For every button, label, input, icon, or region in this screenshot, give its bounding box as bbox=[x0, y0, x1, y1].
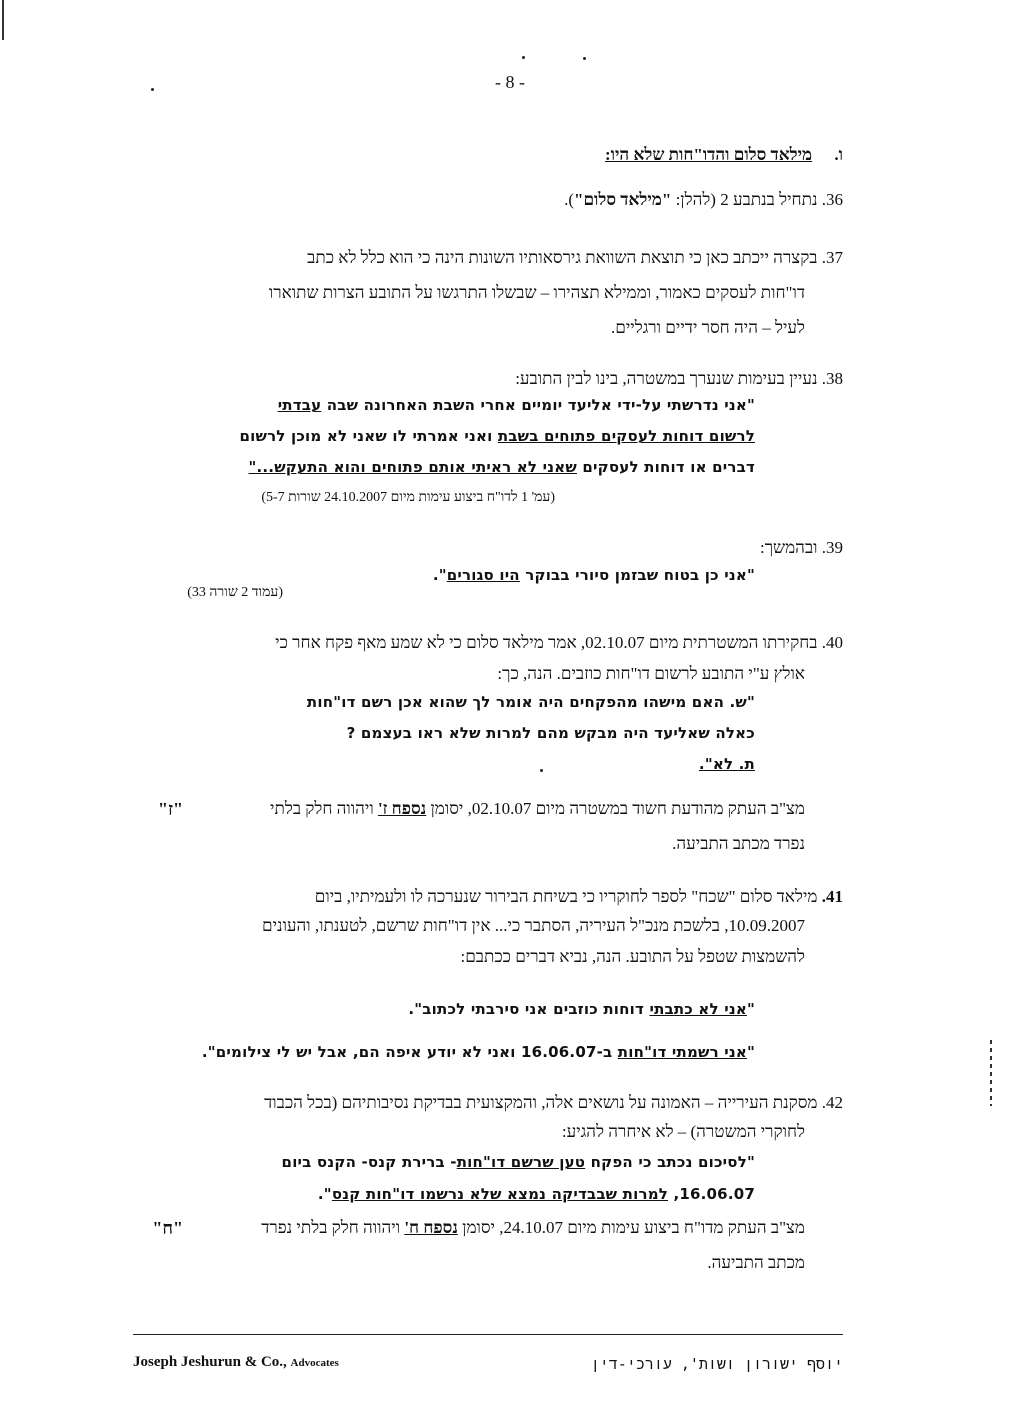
exhibit-text: מצ"ב העתק מהודעת חשוד במשטרה מיום 02.10.07, יסומן bbox=[426, 799, 805, 818]
paragraph-number: 39. bbox=[821, 538, 843, 557]
page-number: - 8 - bbox=[495, 72, 525, 92]
paragraph-37-line-2: דו"חות לעסקים כאמור, וממילא תצהירו – שבשלו התרגשו על התובע הצרות שתוארו bbox=[268, 283, 805, 302]
quote-38-line-1 bbox=[278, 396, 755, 414]
paragraph-text: בקצרה ייכתב כאן כי תוצאת השוואת גירסאותיו השונות הינה כי הוא כלל לא כתב bbox=[307, 248, 818, 267]
paragraph-number: 36. bbox=[821, 190, 843, 209]
paragraph-text: נתחיל בנתבע 2 (להלן: bbox=[671, 190, 818, 209]
paragraph-40-line-1 bbox=[275, 633, 843, 653]
quote-text: "לסיכום נכתב כי הפקח bbox=[585, 1153, 755, 1171]
exhibit-label: נספח ז' bbox=[377, 799, 427, 818]
quote-40-line-3: ת. לא". bbox=[698, 755, 755, 773]
quote-text: 16.06.07, bbox=[668, 1185, 755, 1203]
scan-speck bbox=[583, 57, 586, 60]
quote-text: דברים או דוחות לעסקים bbox=[576, 458, 755, 476]
section-title: מילאד סלום והדו"חות שלא היו: bbox=[604, 145, 813, 164]
section-heading bbox=[605, 145, 843, 165]
scan-edge-mark bbox=[2, 0, 4, 40]
footer-firm-name-hebrew: יוסף ישורון ושות', עורכי-דין bbox=[590, 1355, 843, 1373]
quote-41-line-2 bbox=[202, 1043, 755, 1061]
quote-40-line-1: "ש. האם מישהו מהפקחים היה אומר לך שהוא אכן רשם דו"חות bbox=[306, 693, 755, 711]
footer-firm-suffix: Advocates bbox=[290, 1357, 339, 1369]
quote-38-line-2 bbox=[240, 427, 756, 445]
paragraph-38-intro bbox=[515, 369, 843, 389]
paragraph-41-line-3: להשמצות שטפל על התובע. הנה, נביא דברים ככתבם: bbox=[460, 947, 805, 966]
scan-speck bbox=[151, 88, 154, 91]
quote-underlined: עבדתי bbox=[277, 396, 322, 414]
exhibit-label: נספח ח' bbox=[404, 1218, 458, 1237]
footer-firm-name-english bbox=[133, 1352, 339, 1373]
exhibit-h-line-1 bbox=[261, 1218, 805, 1238]
quote-underlined: אני לא כתבתי bbox=[649, 1000, 747, 1018]
exhibit-h-mark: "ח" bbox=[152, 1218, 183, 1238]
footer-divider bbox=[133, 1334, 843, 1335]
scan-speck bbox=[522, 56, 525, 59]
quote-text: - ברירת קנס- הקנס ביום bbox=[281, 1153, 457, 1171]
quote-39 bbox=[433, 566, 755, 584]
quote-underlined: שאני לא ראיתי אותם פתוחים והוא התעקש..." bbox=[248, 458, 577, 476]
footer-firm-name: Joseph Jeshurun & Co., bbox=[133, 1354, 287, 1370]
paragraph-37-line-3: לעיל – היה חסר ידיים ורגליים. bbox=[610, 318, 805, 337]
paragraph-text: ובהמשך: bbox=[759, 538, 818, 557]
paragraph-number: 42. bbox=[821, 1093, 843, 1112]
quote-underlined: היו סגורים bbox=[446, 566, 520, 584]
quote-text: " bbox=[746, 1000, 755, 1018]
paragraph-text: מסקנת העירייה – האמונה על נושאים אלה, והמקצועית בבדיקת נסיבותיהם (בכל הכבוד bbox=[264, 1093, 818, 1112]
paragraph-41-line-1 bbox=[315, 887, 843, 907]
quote-40-line-2: כאלה שאליעד היה מבקש מהם למרות שלא ראו בעצמם ? bbox=[346, 724, 755, 742]
paragraph-42-line-1 bbox=[264, 1093, 843, 1113]
exhibit-h-line-2: מכתב התביעה. bbox=[707, 1253, 805, 1272]
quote-underlined: אני רשמתי דו"חות bbox=[617, 1043, 747, 1061]
quote-41-line-1 bbox=[408, 1000, 755, 1018]
paragraph-number: 37. bbox=[821, 248, 843, 267]
quote-text: "אני כן בטוח שבזמן סיורי בבוקר bbox=[519, 566, 755, 584]
exhibit-z-mark: "ז" bbox=[157, 799, 183, 819]
exhibit-z-line-1 bbox=[270, 799, 805, 819]
paragraph-36 bbox=[564, 190, 843, 210]
quote-text: ". bbox=[432, 566, 447, 584]
quote-42-line-1 bbox=[282, 1153, 755, 1171]
paragraph-37-line-1 bbox=[307, 248, 843, 268]
paragraph-41-line-2: 10.09.2007, בלשכת מנכ"ל העיריה, הסתבר כי... אין דו"חות שרשם, לטענתו, והעונים bbox=[261, 916, 805, 935]
quote-text: "אני נדרשתי על-ידי אליעד יומיים אחרי השבת האחרונה שבה bbox=[321, 396, 755, 414]
paragraph-text: מילאד סלום "שכח" לספר לחוקריו כי בשיחת הבירור שנערכה לו ולעמיתיו, ביום bbox=[314, 887, 818, 906]
quote-underlined: טען שרשם דו"חות bbox=[456, 1153, 586, 1171]
quote-text: דוחות כוזבים אני סירבתי לכתוב". bbox=[408, 1000, 650, 1018]
quote-38-line-3 bbox=[248, 458, 755, 476]
defined-term: "מילאד סלום" bbox=[574, 190, 672, 209]
quote-text: " bbox=[746, 1043, 755, 1061]
paragraph-42-line-2: לחוקרי המשטרה) – לא איחרה להגיע: bbox=[561, 1122, 805, 1141]
section-letter: ו. bbox=[834, 145, 843, 164]
paragraph-number: 38. bbox=[821, 369, 843, 388]
quote-underlined: למרות שבבדיקה נמצא שלא נרשמו דו"חות קנס bbox=[331, 1185, 669, 1203]
exhibit-text: מצ"ב העתק מדו"ח ביצוע עימות מיום 24.10.07, יסומן bbox=[457, 1218, 805, 1237]
quote-text: ". bbox=[317, 1185, 332, 1203]
paragraph-text: נעיין בעימות שנערך במשטרה, בינו לבין התובע: bbox=[515, 369, 818, 388]
quote-text: ב-16.06.07 ואני לא יודע איפה הם, אבל יש לי צילומים". bbox=[201, 1043, 618, 1061]
quote-39-source: (עמוד 2 שורה 33) bbox=[187, 585, 283, 600]
paragraph-40-line-2: אולץ ע"י התובע לרשום דו"חות כוזבים. הנה, כך: bbox=[497, 664, 805, 683]
paragraph-number: 40. bbox=[821, 633, 843, 652]
quote-42-line-2 bbox=[318, 1185, 755, 1203]
scan-speck bbox=[540, 769, 543, 772]
scan-margin-mark bbox=[990, 1040, 992, 1106]
paragraph-number: 41. bbox=[821, 887, 843, 906]
exhibit-z-line-2: נפרד מכתב התביעה. bbox=[672, 834, 805, 853]
exhibit-text: ויהווה חלק בלתי bbox=[270, 799, 378, 818]
paragraph-text: ). bbox=[564, 190, 575, 209]
quote-underlined: לרשום דוחות לעסקים פתוחים בשבת bbox=[497, 427, 755, 445]
quote-text: ואני אמרתי לו שאני לא מוכן לרשום bbox=[239, 427, 498, 445]
paragraph-39-intro bbox=[760, 538, 843, 558]
exhibit-text: ויהווה חלק בלתי נפרד bbox=[261, 1218, 405, 1237]
quote-38-source: (עמ' 1 לדו"ח ביצוע עימות מיום 24.10.2007 שורות 5-7) bbox=[261, 490, 555, 505]
paragraph-text: בחקירתו המשטרתית מיום 02.10.07, אמר מילאד סלום כי לא שמע מאף פקח אחר כי bbox=[275, 633, 818, 652]
